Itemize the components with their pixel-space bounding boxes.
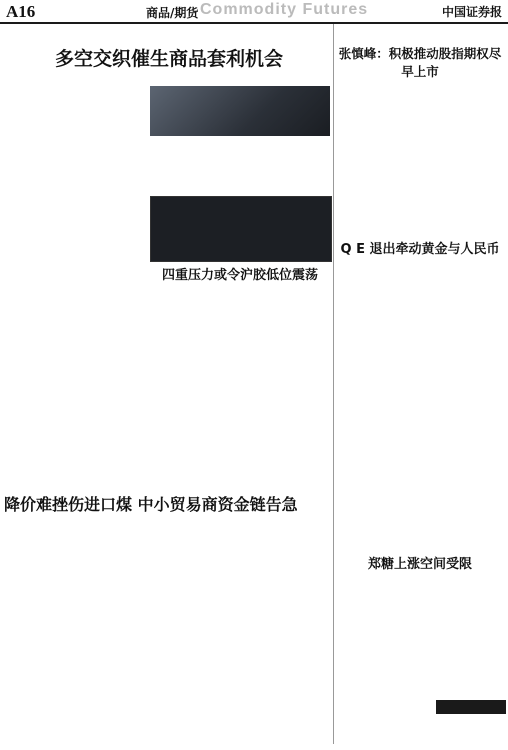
lower-headline: 降价难挫伤进口煤 中小贸易商资金链告急 — [4, 495, 298, 514]
chart-image-bottom — [150, 196, 332, 262]
right-mid-headline: Q E 退出牵动黄金与人民币 — [340, 242, 500, 257]
page-number: A16 — [6, 2, 36, 21]
section-english: Commodity Futures — [200, 1, 369, 18]
column-divider — [333, 24, 334, 744]
main-headline: 多空交织催生商品套利机会 — [54, 48, 283, 70]
right-bottom-headline: 郑糖上涨空间受限 — [367, 557, 472, 572]
chart-image-top — [150, 86, 330, 136]
page-header — [0, 0, 508, 24]
right-top-headline: 张慎峰：积极推动股指期权尽早上市 — [338, 46, 502, 79]
masthead: 中国证券报 — [441, 5, 502, 19]
mid-small-headline: 四重压力或令沪胶低位震荡 — [161, 268, 318, 283]
section-name: 商品/期货 — [146, 6, 199, 20]
ad-logo — [436, 700, 506, 714]
